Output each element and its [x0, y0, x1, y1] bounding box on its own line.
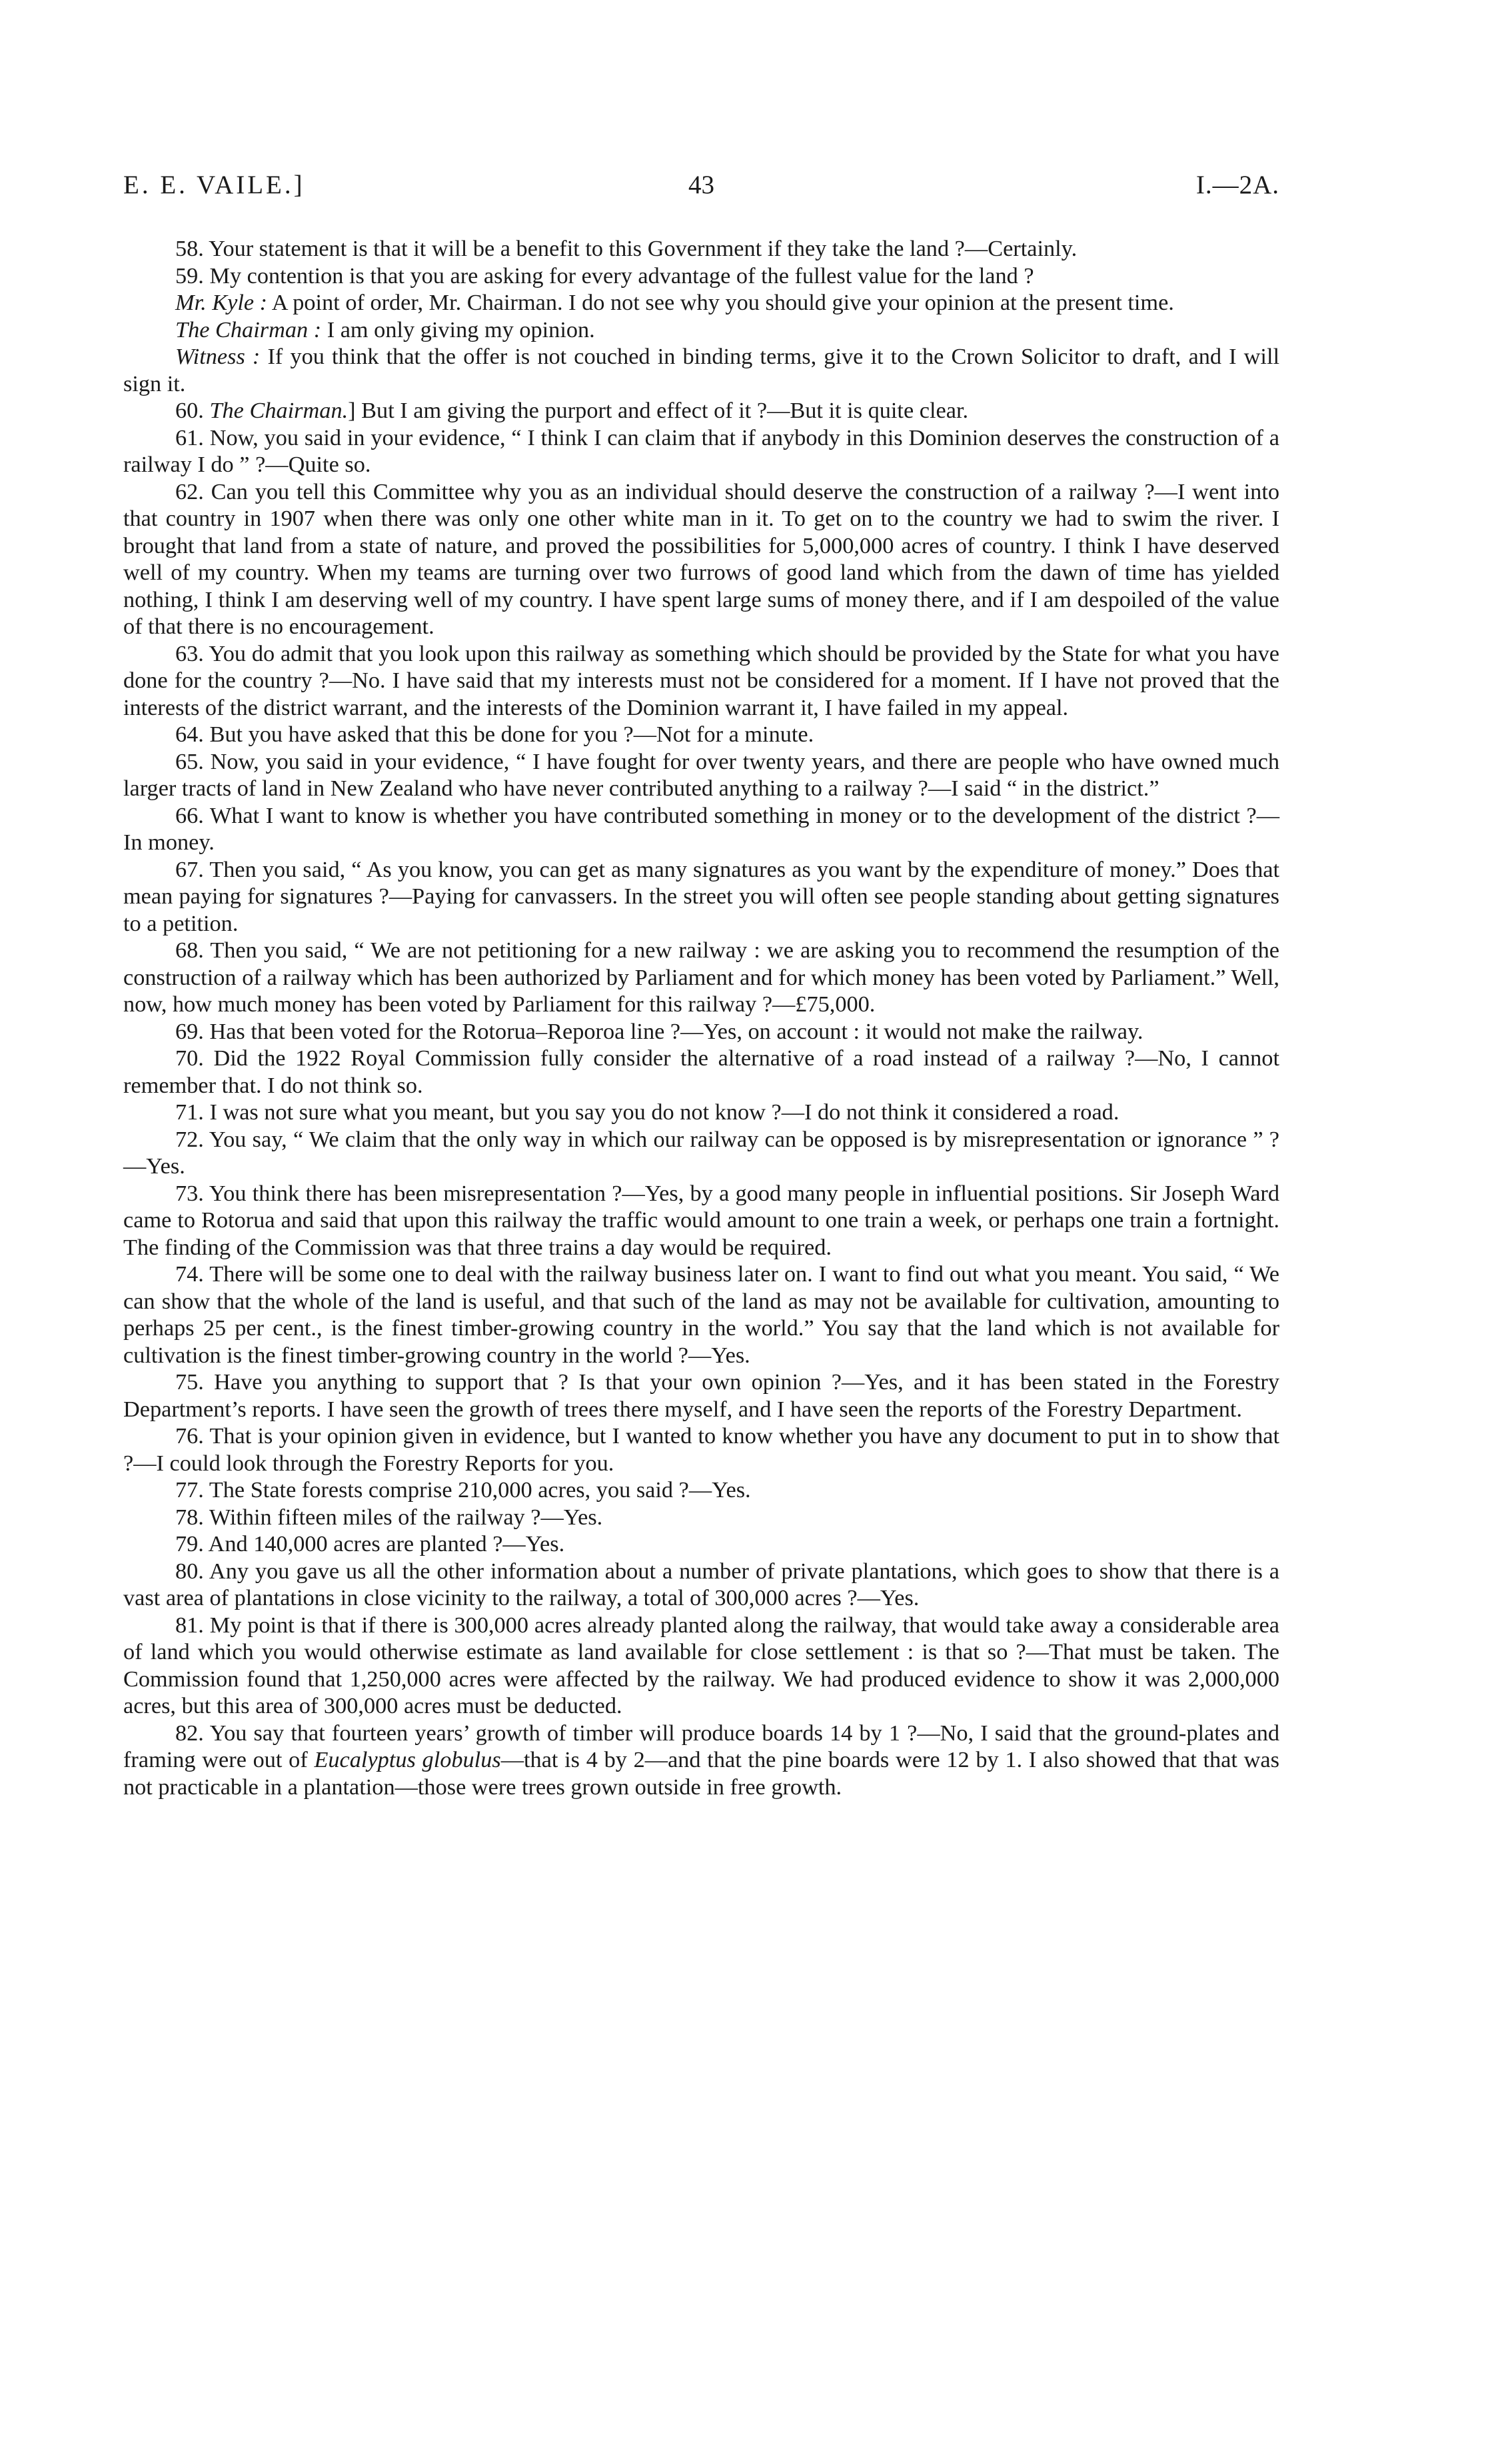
page-number: 43 [688, 171, 714, 199]
paragraph-text: 68. Then you said, “ We are not petitioning for a new railway : we are asking you to recommend the resumption of the construction of a railway which has been authorized by Parliament and for which money has been voted by Parliament.” Well, now, how much money has been voted by Parliament for this railway ?—£75,000. [123, 937, 1279, 1017]
paragraph-text: 71. I was not sure what you meant, but you say you do not know ?—I do not think it considered a road. [175, 1099, 1119, 1125]
transcript-paragraph [123, 1369, 1279, 1423]
paragraph-text: 67. Then you said, “ As you know, you can get as many signatures as you want by the expenditure of money.” Does that mean paying for signatures ?—Paying for canvassers. In the street you will often see people standing about getting signatures to a petition. [123, 856, 1279, 936]
transcript-paragraph [123, 802, 1279, 856]
paragraph-text: 64. But you have asked that this be done for you ?—Not for a minute. [175, 722, 814, 747]
paragraph-text: 61. Now, you said in your evidence, “ I think I can claim that if anybody in this Dominion deserves the construction of a railway I do ” ?—Quite so. [123, 424, 1279, 477]
paragraph-text: If you think that the offer is not couched in binding terms, give it to the Crown Solicitor to draft, and I will sign it. [123, 344, 1280, 396]
transcript-paragraph [123, 1126, 1279, 1180]
paragraph-text: ] But I am giving the purport and effect of it ?—But it is quite clear. [348, 398, 969, 423]
paragraph-text: 72. You say, “ We claim that the only way in which our railway can be opposed is by misrepresentation or ignorance ” ?—Yes. [123, 1126, 1279, 1179]
species-name: Eucalyptus globulus [314, 1747, 501, 1772]
paragraph-text: 58. Your statement is that it will be a benefit to this Government if they take the land ?—Certainly. [175, 236, 1078, 261]
paragraph-text: 70. Did the 1922 Royal Commission fully consider the alternative of a road instead of a railway ?—No, I cannot remember that. I do not think so. [123, 1045, 1279, 1098]
header-witness-name: E. E. VAILE.] [123, 171, 305, 199]
transcript-paragraph [123, 316, 1279, 344]
transcript-paragraph [123, 1018, 1279, 1045]
speaker-name: The Chairman. [209, 398, 349, 423]
paragraph-text: 73. You think there has been misrepresentation ?—Yes, by a good many people in influential positions. Sir Joseph Ward came to Rotorua and said that upon this railway the traffic would amount to one train a week, or perhaps one train a fortnight. The finding of the Commission was that three trains a day would be required. [123, 1180, 1279, 1260]
paragraph-text: 74. There will be some one to deal with the railway business later on. I want to find out what you meant. You said, “ We can show that the whole of the land is useful, and that such of the land as may not be available for cultivation, amounting to perhaps 25 per cent., is the finest timber-growing country in the world.” You say that the land which is not available for cultivation is the finest timber-growing country in the world ?—Yes. [123, 1261, 1279, 1368]
transcript-paragraph [123, 1558, 1279, 1612]
speaker-name: Mr. Kyle : [175, 290, 268, 315]
transcript-paragraph [123, 640, 1279, 722]
transcript-paragraph [123, 1099, 1279, 1126]
transcript-body [123, 235, 1279, 1800]
transcript-paragraph [123, 1531, 1279, 1558]
paragraph-text: 66. What I want to know is whether you have contributed something in money or to the development of the district ?—In money. [123, 802, 1279, 855]
paragraph-text-continued: —that is 4 by 2—and that the pine boards were 12 by 1. I also showed that that was not practicable in a plantation—those were trees grown outside in free growth. [123, 1747, 1279, 1800]
paragraph-text: 80. Any you gave us all the other information about a number of private plantations, which goes to show that there is a vast area of plantations in close vicinity to the railway, a total of 300,000 acres ?—Yes. [123, 1558, 1279, 1610]
transcript-paragraph [123, 263, 1279, 290]
paragraph-text: 78. Within fifteen miles of the railway ?—Yes. [175, 1504, 603, 1530]
paragraph-text: I am only giving my opinion. [321, 316, 595, 342]
document-page [123, 170, 1279, 1800]
paragraph-text: 69. Has that been voted for the Rotorua–Reporoa line ?—Yes, on account : it would not make the railway. [175, 1018, 1143, 1044]
transcript-paragraph [123, 1477, 1279, 1504]
transcript-paragraph [123, 721, 1279, 748]
paragraph-text: 77. The State forests comprise 210,000 acres, you said ?—Yes. [175, 1477, 751, 1503]
paragraph-text: A point of order, Mr. Chairman. I do not see why you should give your opinion at the present time. [267, 290, 1174, 315]
transcript-paragraph [123, 397, 1279, 424]
speaker-name: Witness : [175, 344, 261, 369]
transcript-paragraph [123, 1720, 1279, 1801]
transcript-paragraph [123, 1261, 1279, 1369]
transcript-paragraph [123, 235, 1279, 263]
document-reference: I.—2A. [1195, 171, 1279, 199]
transcript-paragraph [123, 1423, 1279, 1477]
paragraph-text: 75. Have you anything to support that ? Is that your own opinion ?—Yes, and it has been stated in the Forestry Department’s reports. I have seen the growth of trees there myself, and I have seen the reports of the Forestry Department. [123, 1369, 1279, 1422]
page-header [123, 170, 1279, 210]
paragraph-text: 82. You say that fourteen years’ growth of timber will produce boards 14 by 1 ?—No, I said that the ground-plates and framing were out of [123, 1720, 1279, 1772]
paragraph-text: 63. You do admit that you look upon this railway as something which should be provided by the State for what you have done for the country ?—No. I have said that my interests must not be considered for a moment. If I have not proved that the interests of the district warrant, and the interests of the Dominion warrant it, I have failed in my appeal. [123, 640, 1279, 720]
paragraph-text: 76. That is your opinion given in evidence, but I wanted to know whether you have any document to put in to show that ?—I could look through the Forestry Reports for you. [123, 1423, 1279, 1476]
transcript-paragraph [123, 1045, 1279, 1099]
question-number: 60. [175, 398, 210, 423]
paragraph-text: 79. And 140,000 acres are planted ?—Yes. [175, 1531, 565, 1556]
transcript-paragraph [123, 856, 1279, 937]
transcript-paragraph [123, 937, 1279, 1018]
transcript-paragraph [123, 289, 1279, 316]
transcript-paragraph [123, 1612, 1279, 1720]
transcript-paragraph [123, 424, 1279, 478]
transcript-paragraph [123, 343, 1279, 397]
paragraph-text: 59. My contention is that you are asking for every advantage of the fullest value for the land ? [175, 263, 1034, 289]
transcript-paragraph [123, 478, 1279, 640]
paragraph-text: 65. Now, you said in your evidence, “ I have fought for over twenty years, and there are people who have owned much larger tracts of land in New Zealand who have never contributed anything to a railway ?—I said “ in the district.” [123, 748, 1279, 801]
paragraph-text: 81. My point is that if there is 300,000 acres already planted along the railway, that would take away a considerable area of land which you would otherwise estimate as land available for close settlement : is that so ?—That must be taken. The Commission found that 1,250,000 acres were affected by the railway. We had produced evidence to show it was 2,000,000 acres, but this area of 300,000 acres must be deducted. [123, 1612, 1279, 1718]
transcript-paragraph [123, 748, 1279, 802]
transcript-paragraph [123, 1504, 1279, 1531]
transcript-paragraph [123, 1180, 1279, 1261]
speaker-name: The Chairman : [175, 316, 322, 342]
paragraph-text: 62. Can you tell this Committee why you as an individual should deserve the construction of a railway ?—I went into that country in 1907 when there was only one other white man in it. To get on to the country we had to swim the river. I brought that land from a state of nature, and proved the possibilities for 5,000,000 acres of country. I think I have deserved well of my country. When my teams are turning over two furrows of good land which from the dawn of time has yielded nothing, I think I am deserving well of my country. I have spent large sums of money there, and if I am despoiled of the value of that there is no encouragement. [123, 478, 1279, 639]
